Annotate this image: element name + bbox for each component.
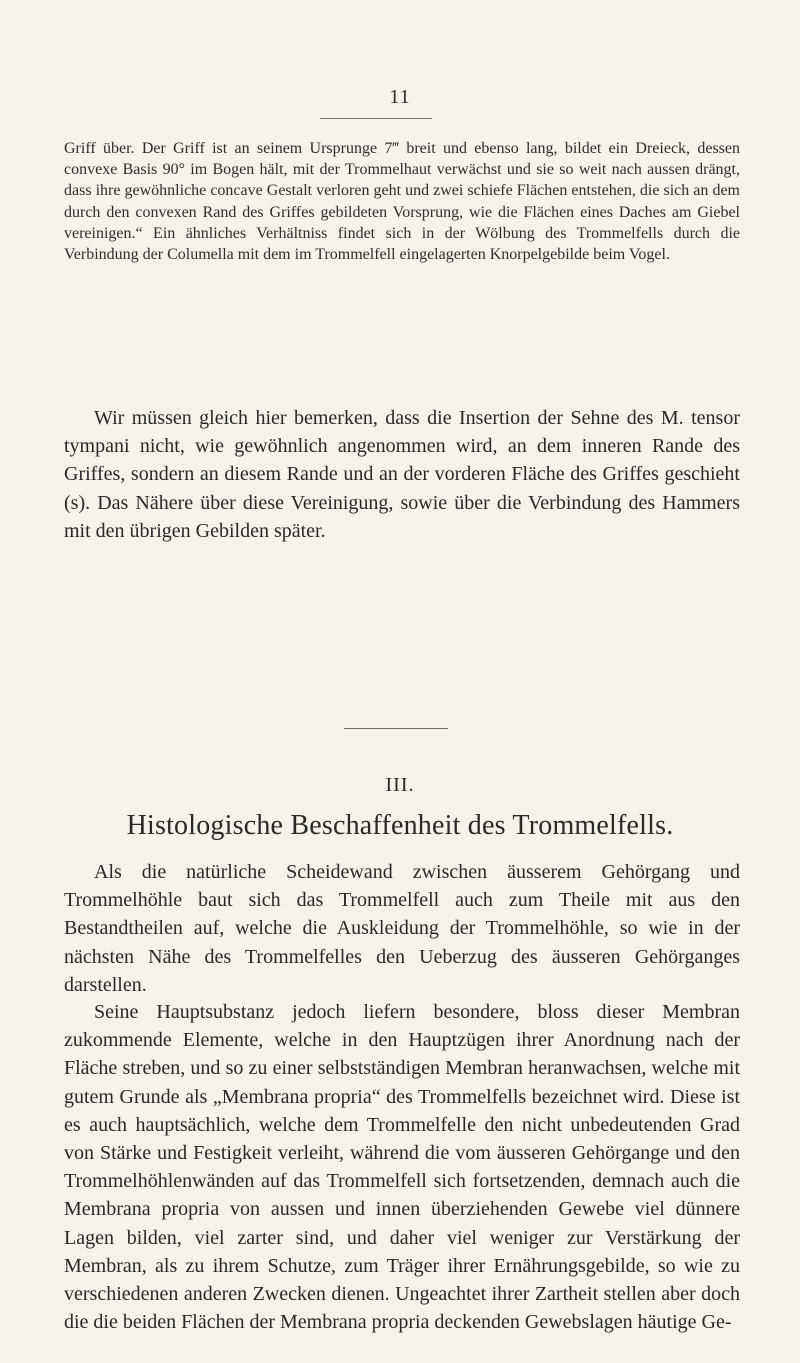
paragraph-hauptsubstanz: Seine Hauptsubstanz jedoch liefern besondere, bloss dieser Membran zukommende Elemente, welche in den Hauptzügen ihrer Anordnung nach der Fläche streben, und so zu einer selbstständigen Membran heranwachsen, welche mit gutem Grunde als „Membrana propria“ des Trommelfells bezeichnet wird. Diese ist es auch hauptsächlich, welche dem Trommelfelle den nicht unbedeutenden Grad von Stärke und Festigkeit verleiht, während die vom äusseren Gehörgange und den Trommelhöhlenwänden auf das Trommelfell sich fortsetzenden, demnach auch die Membrana propria von aussen und innen überziehenden Gewebe viel dünnere Lagen bilden, viel zarter sind, und daher viel weniger zur Verstärkung der Membran, als zu ihrem Schutze, zum Träger ihrer Ernährungsgebilde, so wie zu verschiedenen anderen Zwecken dienen. Ungeachtet ihrer Zartheit stellen aber doch die die beiden Flächen der Membrana propria deckenden Gewebslagen häutige Ge- xyxy=(64,1001,740,1334)
page-number: 11 xyxy=(389,86,411,108)
header-rule xyxy=(320,118,432,119)
section-number: III. xyxy=(385,774,415,796)
section-heading: Histologische Beschaffenheit des Trommelfells. xyxy=(126,810,674,841)
paragraph-insertion: Wir müssen gleich hier bemerken, dass die Insertion der Sehne des M. tensor tympani nicht, wie gewöhnlich angenommen wird, an dem inneren Rande des Griffes, sondern an diesem Rande und an der vorderen Fläche des Griffes geschieht (s). Das Nähere über diese Vereinigung, sowie über die Verbindung des Hammers mit den übrigen Gebilden später. xyxy=(64,407,740,542)
small-paragraph: Griff über. Der Griff ist an seinem Ursprunge 7‴ breit und ebenso lang, bildet ein Dreieck, dessen convexe Basis 90° im Bogen hält, mit der Trommelhaut verwächst und sie so weit nach aussen drängt, dass ihre gewöhnliche concave Gestalt verloren geht und zwei schiefe Flächen entstehen, die sich an dem durch den convexen Rand des Griffes gebildeten Vorsprung, wie die Flächen eines Daches am Giebel vereinigen.“ Ein ähnliches Verhältniss findet sich in der Wölbung des Trommelfells durch die Verbindung der Columella mit dem im Trommelfell eingelagerten Knorpelgebilde beim Vogel. xyxy=(64,140,740,264)
section-separator xyxy=(344,728,448,729)
paragraph-scheidewand: Als die natürliche Scheidewand zwischen äusserem Gehörgang und Trommelhöhle baut sich das Trommelfell auch zum Theile mit aus den Bestandtheilen auf, welche die Auskleidung der Trommelhöhle, so wie in der nächsten Nähe des Trommelfelles den Ueberzug des äusseren Gehörganges darstellen. xyxy=(64,861,740,996)
